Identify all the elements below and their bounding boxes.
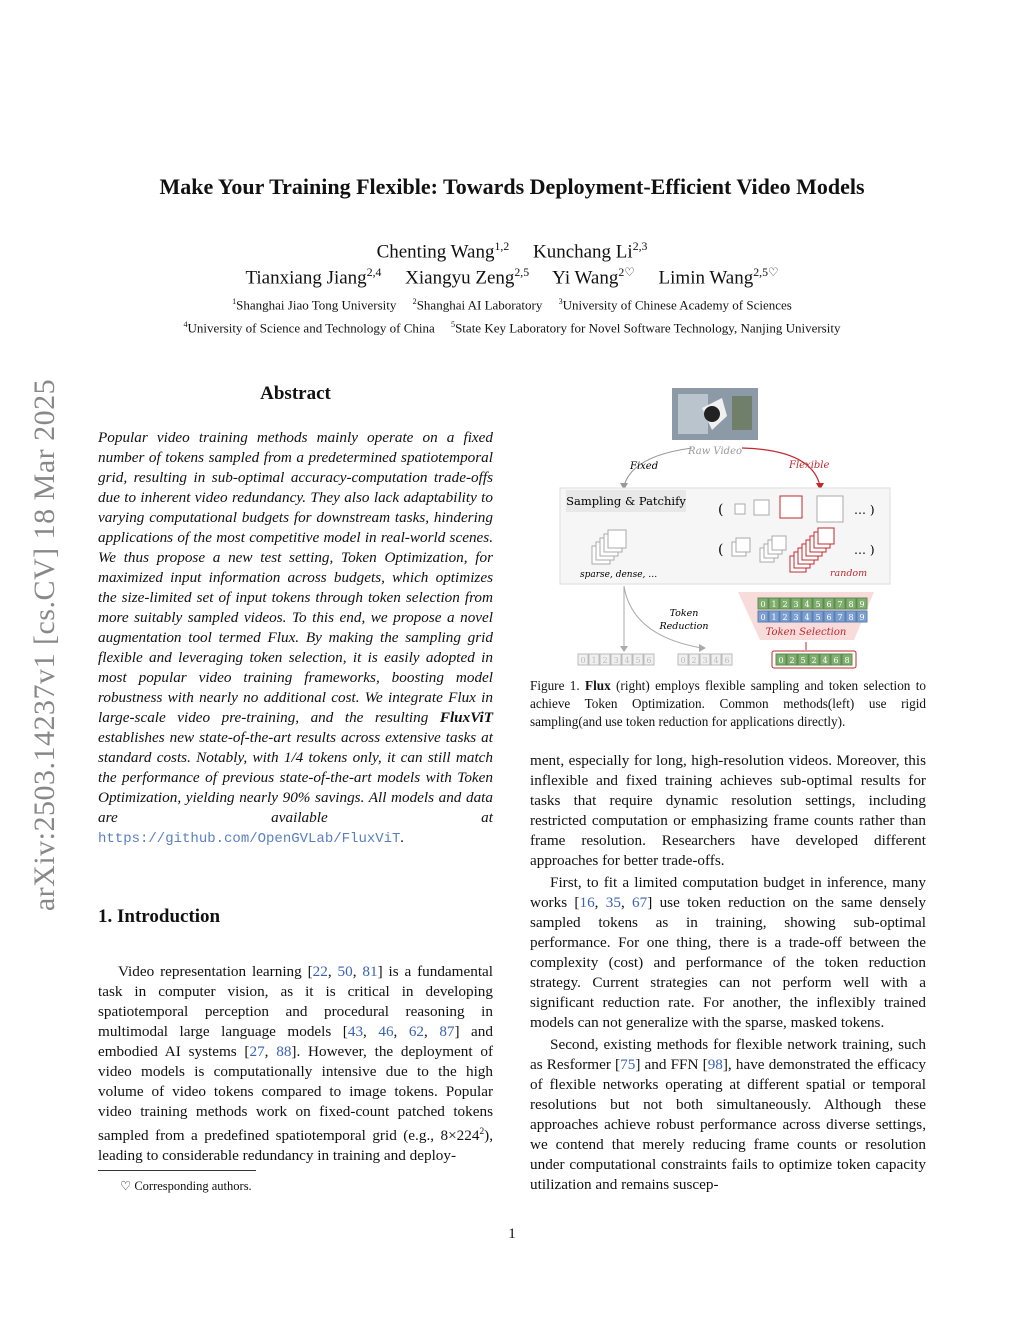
token-reduction-1: Token [669,608,699,619]
citation-98[interactable]: 98 [707,1056,723,1073]
abstract-text-1: Popular video training methods mainly operate on a fixed number of tokens sampled from a predetermined spatiotemporal grid, resulting in sub-optimal accuracy-computation trade-offs due to inherent video redundancy. They also lack adaptability to varying computational budgets for downstream tasks, hindering applications of the most competitive model in real-world scenes. We thus propose a new test setting, Token Optimization, for maximized input information across budgets, which optimizes the size-limited set of input tokens through token selection from more suitably sampled videos. To this end, we propose a novel augmentation tool termed Flux. By making the sampling grid flexible and leveraging token selection, it is easily adopted in most popular video training frameworks, boosting model robustness with nearly no additional cost. We integrate Flux in large-scale video pre-training, and the resulting [98,429,493,726]
token-label: 3 [793,613,799,622]
token-label: 1 [771,613,777,622]
token-label: 4 [804,600,810,609]
affil-4-num: 4 [183,320,188,329]
row1-small-square [735,504,745,514]
affil-3-num: 3 [558,297,563,306]
fixed-down-arrowhead [620,646,628,652]
token-label: 2 [782,600,788,609]
figure-1-diagram [552,386,924,676]
random-label: random [830,568,868,579]
author-1-sup: 1,2 [494,240,510,253]
caption-text: (right) employs flexible sampling and token selection to achieve Token Optimization. Common methods(left) use rigid sampling(and use token reduction for applications directly). [530,678,926,729]
affil-1: Shanghai Jiao Tong University [236,297,397,313]
author-line-1 [0,240,1024,263]
caption-label: Figure 1. [530,678,586,693]
intro-heading: 1. Introduction [98,906,221,927]
intro-text-a: Video representation learning [ [118,963,313,980]
token-label: 3 [793,600,799,609]
sampling-label: Sampling & Patchify [566,494,686,508]
affil-5-num: 5 [451,320,456,329]
token-label: 2 [782,613,788,622]
output-tokens-flux [772,651,856,668]
citation-81[interactable]: 81 [362,963,378,980]
token-label: 0 [760,613,766,622]
author-5-sup: 2♡ [618,266,635,279]
token-label: 9 [859,600,865,609]
paper-title: Make Your Training Flexible: Towards Deployment-Efficient Video Models [159,174,865,199]
sparse-dense-label: sparse, dense, … [580,570,658,580]
token-row-green [758,598,867,609]
token-label: 5 [815,600,821,609]
arxiv-id: arXiv:2503.14237v1 [cs.CV] 18 Mar 2025 [28,378,61,912]
token-label: 5 [815,613,821,622]
token-row-blue [758,611,867,622]
author-4: Xiangyu Zeng [405,267,515,289]
token-label: 0 [760,600,766,609]
token-label: 7 [837,600,843,609]
citation-35[interactable]: 35 [605,894,621,911]
token-label: 0 [680,656,686,665]
figure-1 [552,386,924,676]
token-label: 2 [602,656,608,665]
paren-close-1: … ) [854,503,875,517]
page-number: 1 [508,1226,516,1242]
author-5: Yi Wang [552,267,619,289]
author-6: Limin Wang [658,267,754,289]
citation-75[interactable]: 75 [620,1056,636,1073]
token-label: 8 [848,600,854,609]
intro-text-d: ]. However, the deployment of video models is computationally intensive due to the high volume of video tokens compared to image tokens. Popular video training methods work on fixed-count patched tokens sampled from a predefined spatiotemporal grid (e.g., 8×224 [98,1043,494,1145]
figure-1-caption [530,677,926,731]
raw-video-thumbnail [672,388,758,440]
token-label: 2 [811,656,817,665]
token-label: 6 [826,613,832,622]
abstract-end: . [400,829,405,846]
affil-4: University of Science and Technology of China [187,320,435,336]
token-label: 4 [822,656,828,665]
row1-red-square [780,496,802,518]
citation-88[interactable]: 88 [276,1043,292,1060]
p2-text-a: First, to fit a limited computation budget in inference, many works [ [530,874,926,911]
citation-16[interactable]: 16 [579,894,595,911]
token-label: 4 [624,656,630,665]
token-label: 3 [702,656,708,665]
fixed-label: Fixed [630,461,659,472]
token-label: 6 [724,656,730,665]
right-column-body [530,751,926,1195]
affiliation-line-1 [0,297,1024,313]
raw-video-label: Raw Video [687,446,743,457]
caption-bold: Flux [585,678,611,693]
output-tokens-fixed [578,654,654,665]
abstract-body [98,428,493,849]
abstract-bold-fluxvit: FluxViT [439,709,493,726]
token-label: 6 [833,656,839,665]
arxiv-sidebar [15,350,75,940]
intro-paragraph: Video representation learning [22, 50, 81] is a fundamental task in computer vision, as it is critical in developing spatiotemporal perception and procedural reasoning in multimodal large language models [43, 46, 62, 87] and embodied AI systems [27, 88]. However, the deployment of video models is computationally intensive due to the high volume of video tokens compared to image tokens. Popular video training methods work on fixed-count patched tokens sampled from a predefined spatiotemporal grid (e.g., $8\times 224^2$), leading to considerable redundancy in training and deploy- [98,963,494,1165]
row1-large-square [817,496,843,522]
citation-46[interactable]: 46 [378,1023,394,1040]
token-label: 1 [591,656,597,665]
paren-open-1: ( [718,502,724,518]
intro-text-b: ] is a fundamental task in computer vision, as it is critical in developing spatiotemporal perception and procedural reasoning in multimodal large language models [ [98,963,494,1040]
token-label: 1 [771,600,777,609]
citation-27[interactable]: 27 [249,1043,265,1060]
abstract-text-2: establishes new state-of-the-art results across extensive tasks at standard costs. Notably, with 1/4 tokens only, it can still match the performance of previous state-of-the-art models with Token Optimization, yielding nearly 90% savings. All models and data are available at [98,729,493,826]
token-label: 4 [804,613,810,622]
affil-3: University of Chinese Academy of Sciences [562,297,792,313]
citation-22[interactable]: 22 [312,963,328,980]
citation-67[interactable]: 67 [632,894,648,911]
token-label: 5 [800,656,806,665]
reduction-arrowhead [699,644,706,652]
p3-text-a: Second, existing methods for flexible network training, such as Resformer [ [530,1036,926,1073]
token-selection-label: Token Selection [765,627,847,638]
p2-text-b: ] use token reduction on the same densely sampled tokens as in training, showing sub-optimal performance. For one thing, there is a trade-off between the complexity (cost) and performance of the token reduction strategy. Current strategies can not perform well with a significant reduction rate. For another, the inflexibly trained models can not generalize with the sparse, masked tokens. [530,894,927,1031]
token-label: 7 [837,613,843,622]
right-paragraph-3 [530,1035,926,1195]
intro-text-c: ] and embodied AI systems [ [98,1023,493,1060]
affiliation-line-2 [0,320,1024,336]
affil-2-num: 2 [412,297,417,306]
token-label: 6 [646,656,652,665]
token-reduction-2: Reduction [659,621,709,632]
token-label: 2 [691,656,697,665]
affil-5: State Key Laboratory for Novel Software Technology, Nanjing University [455,320,841,336]
intro-sup: 2 [479,1127,485,1137]
footnote-rule [98,1170,256,1171]
p3-text-b: ] and FFN [ [635,1056,708,1073]
author-1: Chenting Wang [376,241,495,263]
abstract-heading: Abstract [260,383,331,404]
paren-close-2: … ) [854,543,875,557]
citation-43[interactable]: 43 [347,1023,364,1040]
author-2-sup: 2,3 [632,240,648,253]
paren-open-2: ( [718,542,724,558]
flexible-label: Flexible [789,460,830,471]
token-label: 8 [848,613,854,622]
citation-50[interactable]: 50 [337,963,353,980]
row1-medium-square [754,500,769,515]
token-label: 5 [635,656,641,665]
footnote: ♡ Corresponding authors. [120,1179,252,1193]
token-label: 8 [844,656,850,665]
citation-62[interactable]: 62 [408,1023,425,1040]
token-label: 4 [713,656,719,665]
intro-text-e: ), leading to considerable redundancy in training and deploy- [98,1127,493,1165]
affil-1-num: 1 [232,297,237,306]
right-paragraph-1: ment, especially for long, high-resolution videos. Moreover, this inflexible and fixed training achieves sub-optimal results for tasks that require dynamic resolution settings, including restricted computation or emphasizing frame counts rather than frame resolution. Researchers have developed different approaches for better trade-offs. [530,752,926,869]
token-label: 0 [778,656,784,665]
token-label: 2 [789,656,795,665]
p3-text-c: ], have demonstrated the efficacy of flexible networks operating at different spatial or temporal resolutions but not both simultaneously. Although these approaches achieve robust performance across diverse settings, we contend that merely reducing frame counts or resolution under computational constraints fails to optimize token capacity utilization and remains suscep- [530,1056,927,1193]
affil-2: Shanghai AI Laboratory [416,297,543,313]
author-4-sup: 2,5 [514,266,530,279]
token-label: 3 [613,656,619,665]
token-label: 6 [826,600,832,609]
right-paragraph-2: First, to fit a limited computation budget in inference, many works [16, 35, 67] use token reduction on the same densely sampled tokens as in training, showing sub-optimal performance. For one thing, there is a trade-off between the complexity (cost) and performance of the token reduction strategy. Current strategies can not perform well with a significant reduction rate. For another, the inflexibly trained models can not generalize with the sparse, masked tokens. [530,874,927,1031]
citation-87[interactable]: 87 [439,1023,455,1040]
author-3: Tianxiang Jiang [245,267,367,289]
author-2: Kunchang Li [532,241,633,263]
author-6-sup: 2,5♡ [753,266,779,279]
author-line-2 [0,265,1024,289]
author-3-sup: 2,4 [366,266,382,279]
token-label: 0 [580,656,586,665]
token-label: 9 [859,613,865,622]
output-tokens-reduced [678,654,732,665]
repo-link[interactable]: https://github.com/OpenGVLab/FluxViT [98,831,401,847]
